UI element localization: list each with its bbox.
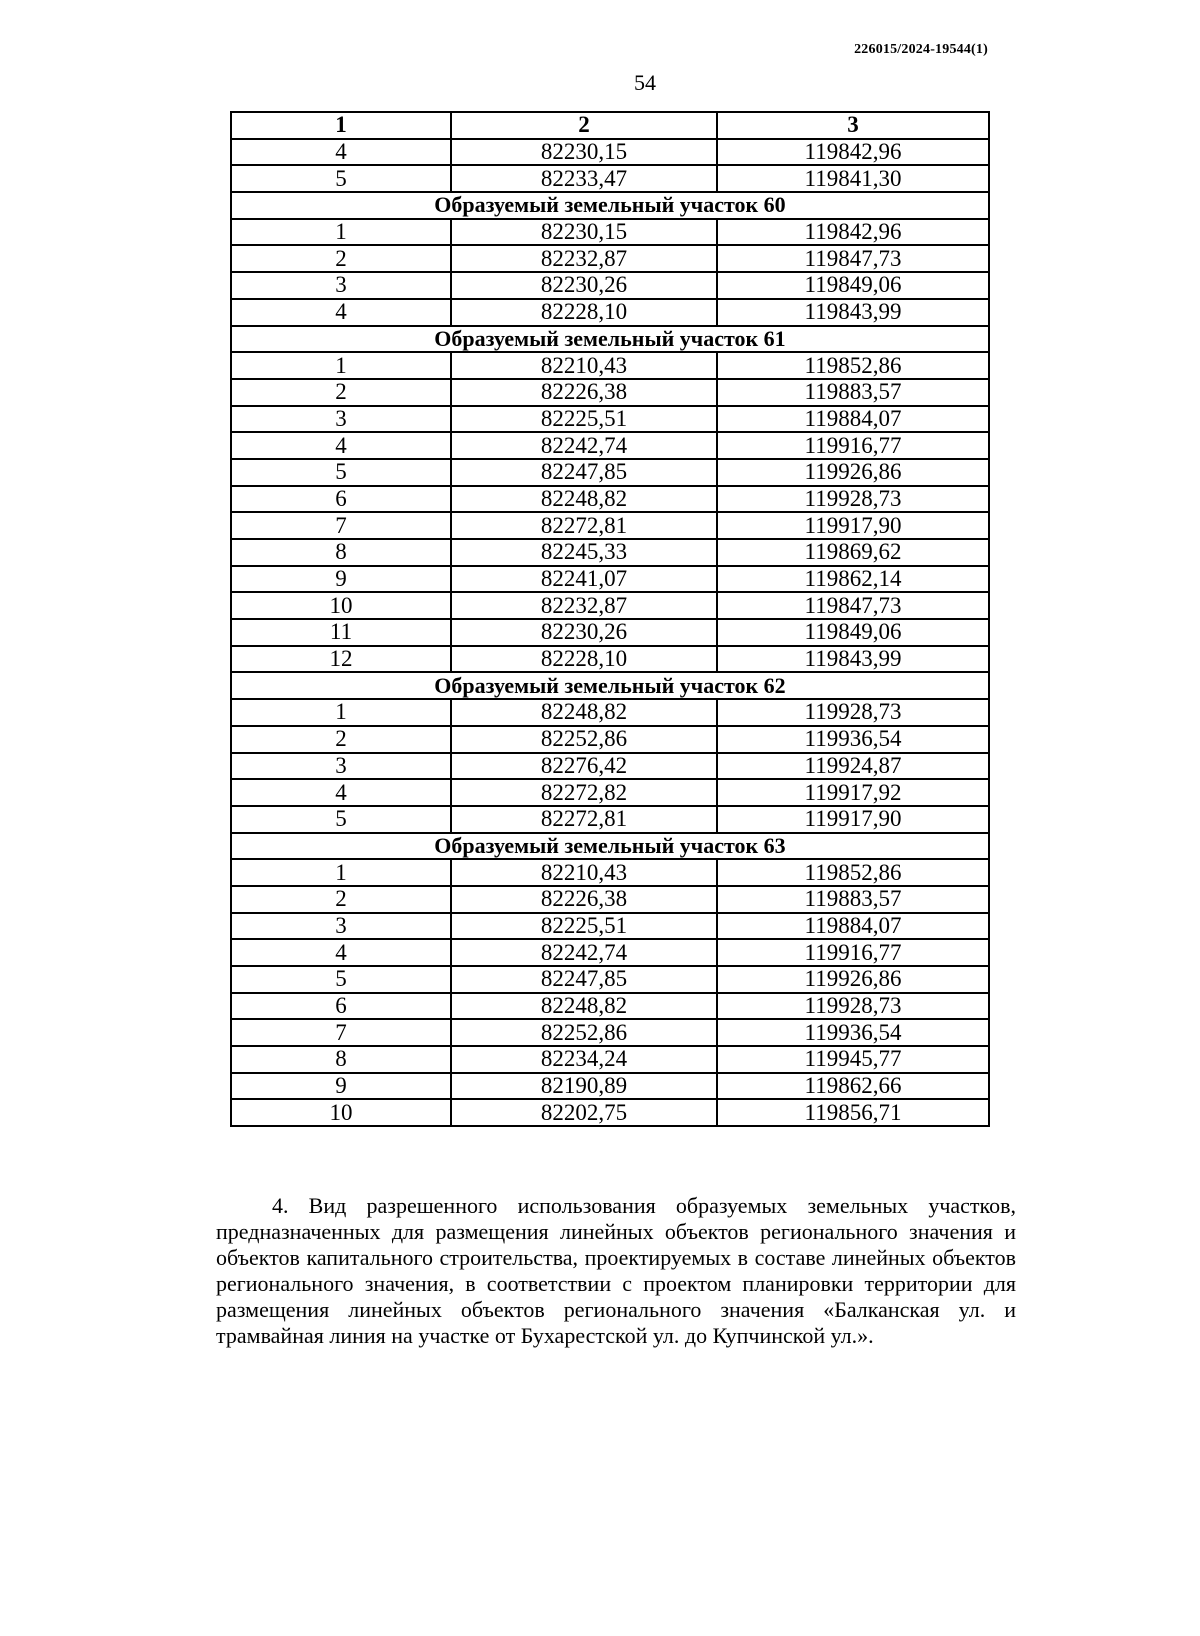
table-row [231, 352, 989, 379]
table-row [231, 566, 989, 593]
x-coordinate-cell: 82210,43 [451, 859, 717, 886]
x-coordinate-cell: 82276,42 [451, 753, 717, 780]
y-coordinate-cell: 119928,73 [717, 699, 989, 726]
table-row [231, 299, 989, 326]
x-coordinate-cell: 82234,24 [451, 1046, 717, 1073]
point-number-cell: 1 [231, 699, 451, 726]
y-coordinate-cell: 119917,90 [717, 512, 989, 539]
x-coordinate-cell: 82242,74 [451, 432, 717, 459]
point-number-cell: 5 [231, 165, 451, 192]
point-number-cell: 3 [231, 272, 451, 299]
table-row [231, 432, 989, 459]
x-coordinate-cell: 82232,87 [451, 245, 717, 272]
table-row [231, 1019, 989, 1046]
y-coordinate-cell: 119926,86 [717, 459, 989, 486]
x-coordinate-cell: 82230,15 [451, 219, 717, 246]
table-body [231, 139, 989, 1126]
section-title: Образуемый земельный участок 63 [231, 833, 989, 860]
x-coordinate-cell: 82272,81 [451, 806, 717, 833]
y-coordinate-cell: 119928,73 [717, 993, 989, 1020]
point-number-cell: 5 [231, 459, 451, 486]
x-coordinate-cell: 82190,89 [451, 1073, 717, 1100]
point-number-cell: 1 [231, 219, 451, 246]
table-row [231, 753, 989, 780]
x-coordinate-cell: 82242,74 [451, 939, 717, 966]
table-row [231, 539, 989, 566]
point-number-cell: 9 [231, 566, 451, 593]
paragraph-text: 4. Вид разрешенного использования образуемых земельных участков, предназначенных для размещения линейных объектов регионального значения и объектов капитального строительства, проектируемых в составе линейных объектов регионального значения, в соответствии с проектом планировки территории для размещения линейных объектов регионального значения «Балканская ул. и трамвайная линия на участке от Бухарестской ул. до Купчинской ул.». [216, 1193, 1016, 1348]
table-row [231, 993, 989, 1020]
table-row [231, 859, 989, 886]
table-row [231, 913, 989, 940]
table-row [231, 139, 989, 166]
x-coordinate-cell: 82225,51 [451, 913, 717, 940]
point-number-cell: 3 [231, 753, 451, 780]
y-coordinate-cell: 119916,77 [717, 432, 989, 459]
x-coordinate-cell: 82272,82 [451, 779, 717, 806]
y-coordinate-cell: 119916,77 [717, 939, 989, 966]
point-number-cell: 8 [231, 539, 451, 566]
section-row [231, 672, 989, 699]
table-row [231, 619, 989, 646]
x-coordinate-cell: 82210,43 [451, 352, 717, 379]
point-number-cell: 6 [231, 993, 451, 1020]
x-coordinate-cell: 82230,26 [451, 272, 717, 299]
y-coordinate-cell: 119852,86 [717, 352, 989, 379]
table-row [231, 272, 989, 299]
y-coordinate-cell: 119842,96 [717, 219, 989, 246]
y-coordinate-cell: 119856,71 [717, 1099, 989, 1126]
table-row [231, 886, 989, 913]
point-number-cell: 8 [231, 1046, 451, 1073]
section-row [231, 833, 989, 860]
point-number-cell: 11 [231, 619, 451, 646]
point-number-cell: 5 [231, 806, 451, 833]
point-number-cell: 9 [231, 1073, 451, 1100]
x-coordinate-cell: 82233,47 [451, 165, 717, 192]
y-coordinate-cell: 119884,07 [717, 406, 989, 433]
table-row [231, 165, 989, 192]
column-header: 1 [231, 112, 451, 139]
point-number-cell: 2 [231, 886, 451, 913]
x-coordinate-cell: 82226,38 [451, 886, 717, 913]
point-number-cell: 10 [231, 592, 451, 619]
y-coordinate-cell: 119884,07 [717, 913, 989, 940]
table-row [231, 459, 989, 486]
point-number-cell: 6 [231, 486, 451, 513]
table-row [231, 779, 989, 806]
x-coordinate-cell: 82248,82 [451, 699, 717, 726]
table-row [231, 592, 989, 619]
point-number-cell: 7 [231, 1019, 451, 1046]
x-coordinate-cell: 82245,33 [451, 539, 717, 566]
section-row [231, 326, 989, 353]
y-coordinate-cell: 119862,14 [717, 566, 989, 593]
y-coordinate-cell: 119842,96 [717, 139, 989, 166]
y-coordinate-cell: 119843,99 [717, 646, 989, 673]
point-number-cell: 4 [231, 939, 451, 966]
table-row [231, 806, 989, 833]
point-number-cell: 2 [231, 726, 451, 753]
point-number-cell: 10 [231, 1099, 451, 1126]
point-number-cell: 2 [231, 379, 451, 406]
y-coordinate-cell: 119883,57 [717, 886, 989, 913]
point-number-cell: 2 [231, 245, 451, 272]
y-coordinate-cell: 119849,06 [717, 619, 989, 646]
y-coordinate-cell: 119852,86 [717, 859, 989, 886]
section-row [231, 192, 989, 219]
x-coordinate-cell: 82248,82 [451, 486, 717, 513]
page-number: 54 [634, 70, 656, 95]
table-row [231, 939, 989, 966]
x-coordinate-cell: 82228,10 [451, 299, 717, 326]
point-number-cell: 7 [231, 512, 451, 539]
y-coordinate-cell: 119936,54 [717, 726, 989, 753]
point-number-cell: 4 [231, 139, 451, 166]
point-number-cell: 1 [231, 352, 451, 379]
y-coordinate-cell: 119843,99 [717, 299, 989, 326]
section-title: Образуемый земельный участок 60 [231, 192, 989, 219]
y-coordinate-cell: 119883,57 [717, 379, 989, 406]
y-coordinate-cell: 119917,90 [717, 806, 989, 833]
column-header: 3 [717, 112, 989, 139]
x-coordinate-cell: 82232,87 [451, 592, 717, 619]
paragraph-4 [216, 1193, 1016, 1349]
y-coordinate-cell: 119869,62 [717, 539, 989, 566]
x-coordinate-cell: 82228,10 [451, 646, 717, 673]
y-coordinate-cell: 119847,73 [717, 592, 989, 619]
x-coordinate-cell: 82252,86 [451, 1019, 717, 1046]
point-number-cell: 12 [231, 646, 451, 673]
table-row [231, 486, 989, 513]
x-coordinate-cell: 82247,85 [451, 459, 717, 486]
x-coordinate-cell: 82202,75 [451, 1099, 717, 1126]
x-coordinate-cell: 82241,07 [451, 566, 717, 593]
table-row [231, 245, 989, 272]
section-title: Образуемый земельный участок 62 [231, 672, 989, 699]
table-row [231, 966, 989, 993]
y-coordinate-cell: 119936,54 [717, 1019, 989, 1046]
table-row [231, 726, 989, 753]
table-row [231, 219, 989, 246]
point-number-cell: 4 [231, 779, 451, 806]
y-coordinate-cell: 119849,06 [717, 272, 989, 299]
x-coordinate-cell: 82248,82 [451, 993, 717, 1020]
y-coordinate-cell: 119945,77 [717, 1046, 989, 1073]
x-coordinate-cell: 82272,81 [451, 512, 717, 539]
x-coordinate-cell: 82225,51 [451, 406, 717, 433]
point-number-cell: 5 [231, 966, 451, 993]
table-row [231, 379, 989, 406]
y-coordinate-cell: 119862,66 [717, 1073, 989, 1100]
coordinates-table [230, 111, 990, 1127]
y-coordinate-cell: 119928,73 [717, 486, 989, 513]
point-number-cell: 4 [231, 299, 451, 326]
x-coordinate-cell: 82230,26 [451, 619, 717, 646]
y-coordinate-cell: 119841,30 [717, 165, 989, 192]
table-row [231, 1046, 989, 1073]
y-coordinate-cell: 119917,92 [717, 779, 989, 806]
x-coordinate-cell: 82230,15 [451, 139, 717, 166]
x-coordinate-cell: 82226,38 [451, 379, 717, 406]
point-number-cell: 1 [231, 859, 451, 886]
y-coordinate-cell: 119847,73 [717, 245, 989, 272]
table-row [231, 406, 989, 433]
table-header-row [231, 112, 989, 139]
y-coordinate-cell: 119926,86 [717, 966, 989, 993]
point-number-cell: 4 [231, 432, 451, 459]
x-coordinate-cell: 82247,85 [451, 966, 717, 993]
table-row [231, 1099, 989, 1126]
point-number-cell: 3 [231, 406, 451, 433]
table-row [231, 1073, 989, 1100]
x-coordinate-cell: 82252,86 [451, 726, 717, 753]
table-row [231, 512, 989, 539]
table-row [231, 699, 989, 726]
point-number-cell: 3 [231, 913, 451, 940]
y-coordinate-cell: 119924,87 [717, 753, 989, 780]
column-header: 2 [451, 112, 717, 139]
table-row [231, 646, 989, 673]
section-title: Образуемый земельный участок 61 [231, 326, 989, 353]
document-number: 226015/2024-19544(1) [854, 42, 988, 57]
